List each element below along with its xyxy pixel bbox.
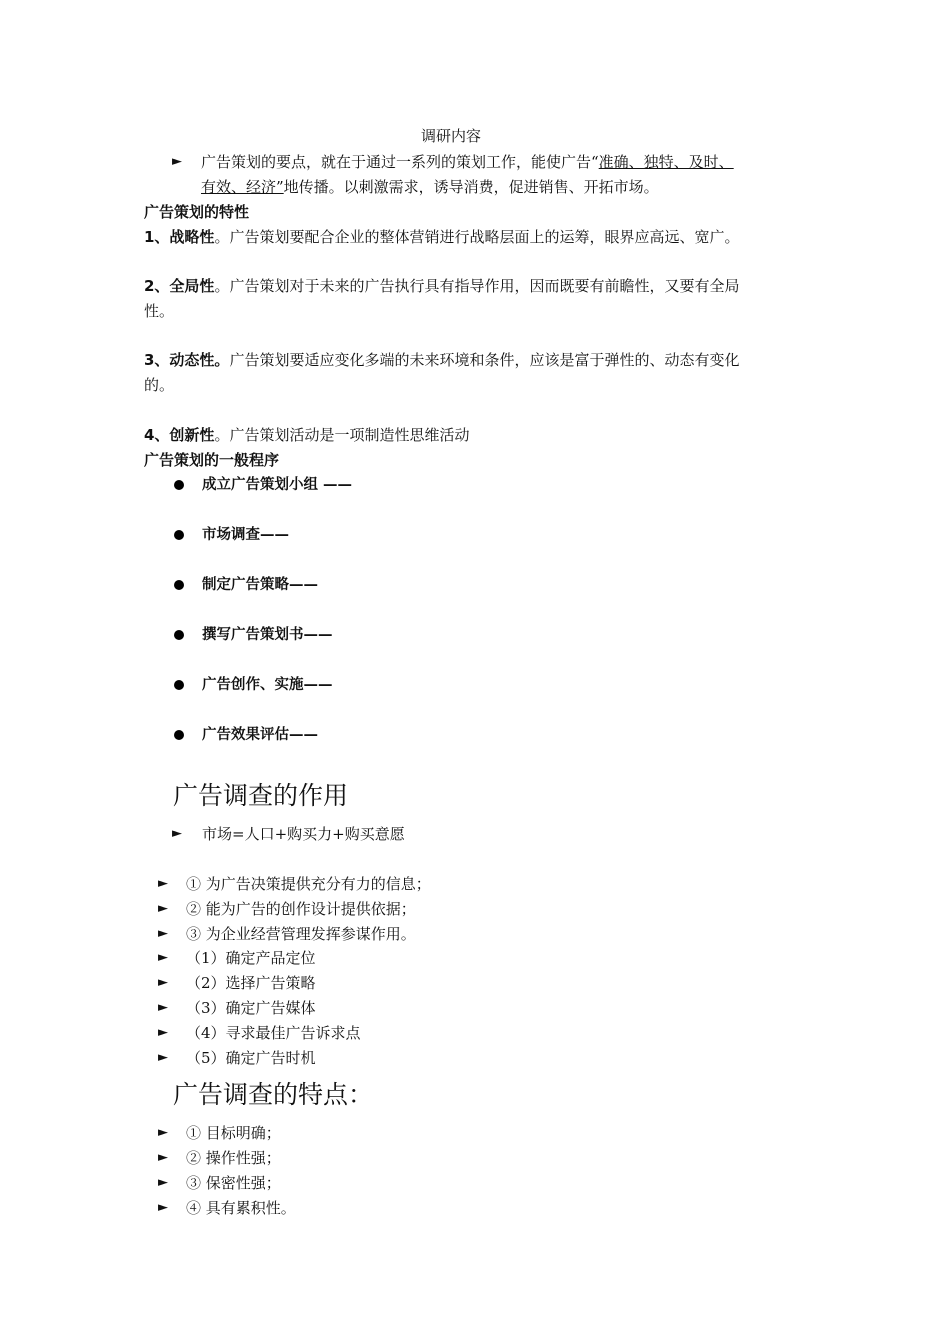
page-title: 调研内容 [421, 127, 482, 145]
arrow-bullet-icon: ► [158, 1050, 168, 1065]
list-item: （2）选择广告策略 [186, 974, 316, 992]
role-heading: 广告调查的作用 [173, 781, 349, 810]
list-item: ① 为广告决策提供充分有力的信息； [186, 875, 431, 893]
arrow-bullet-icon: ► [158, 1025, 168, 1040]
arrow-bullet-icon: ► [158, 901, 168, 916]
arrow-bullet-icon: ► [158, 1125, 168, 1140]
feature-item: 1、战略性。广告策划要配合企业的整体营销进行战略层面上的运筹，眼界应高远、宽广。 [144, 228, 740, 246]
bullet-dot-icon [174, 680, 184, 690]
procedure-step: 广告创作、实施—— [202, 677, 333, 693]
market-formula: 市场=人口+购买力+购买意愿 [202, 825, 405, 843]
procedure-step: 撰写广告策划书—— [202, 627, 333, 643]
list-item: （1）确定产品定位 [186, 949, 316, 967]
feature-item: 3、动态性。广告策划要适应变化多端的未来环境和条件，应该是富于弹性的、动态有变化 [144, 351, 740, 369]
list-item: （5）确定广告时机 [186, 1049, 316, 1067]
list-item: ① 目标明确； [186, 1124, 281, 1142]
features-heading: 广告策划的特性 [144, 203, 250, 221]
arrow-bullet-icon: ► [158, 926, 168, 941]
list-item: ③ 保密性强； [186, 1174, 281, 1192]
traits-heading: 广告调查的特点： [173, 1080, 374, 1109]
arrow-bullet-icon: ► [172, 826, 182, 841]
feature-item: 2、全局性。广告策划对于未来的广告执行具有指导作用，因而既要有前瞻性，又要有全局 [144, 277, 740, 295]
procedure-step: 制定广告策略—— [202, 577, 318, 593]
arrow-bullet-icon: ► [158, 950, 168, 965]
bullet-dot-icon [174, 580, 184, 590]
list-item: ④ 具有累积性。 [186, 1199, 296, 1217]
bullet-dot-icon [174, 630, 184, 640]
list-item: ② 能为广告的创作设计提供依据； [186, 900, 416, 918]
list-item: ② 操作性强； [186, 1149, 281, 1167]
arrow-bullet-icon: ► [158, 975, 168, 990]
intro-line-2: 有效、经济”地传播。以刺激需求，诱导消费，促进销售、开拓市场。 [201, 178, 659, 196]
arrow-bullet-icon: ► [158, 1000, 168, 1015]
feature-item: 4、创新性。广告策划活动是一项制造性思维活动 [144, 426, 470, 444]
bullet-dot-icon [174, 480, 184, 490]
feature-item-continuation: 性。 [144, 302, 175, 320]
list-item: ③ 为企业经营管理发挥参谋作用。 [186, 925, 416, 943]
list-item: （3）确定广告媒体 [186, 999, 316, 1017]
arrow-bullet-icon: ► [158, 1150, 168, 1165]
feature-item-continuation: 的。 [144, 376, 175, 394]
procedure-step: 成立广告策划小组 —— [202, 477, 353, 493]
procedure-step: 市场调查—— [202, 527, 289, 543]
arrow-bullet-icon: ► [158, 1175, 168, 1190]
procedure-step: 广告效果评估—— [202, 727, 318, 743]
procedure-heading: 广告策划的一般程序 [144, 451, 280, 469]
intro-line-1: 广告策划的要点，就在于通过一系列的策划工作，能使广告“准确、独特、及时、 [201, 153, 734, 171]
arrow-bullet-icon: ► [158, 1200, 168, 1215]
bullet-dot-icon [174, 530, 184, 540]
list-item: （4）寻求最佳广告诉求点 [186, 1024, 361, 1042]
bullet-dot-icon [174, 730, 184, 740]
arrow-bullet-icon: ► [158, 876, 168, 891]
arrow-bullet-icon: ► [172, 154, 182, 169]
